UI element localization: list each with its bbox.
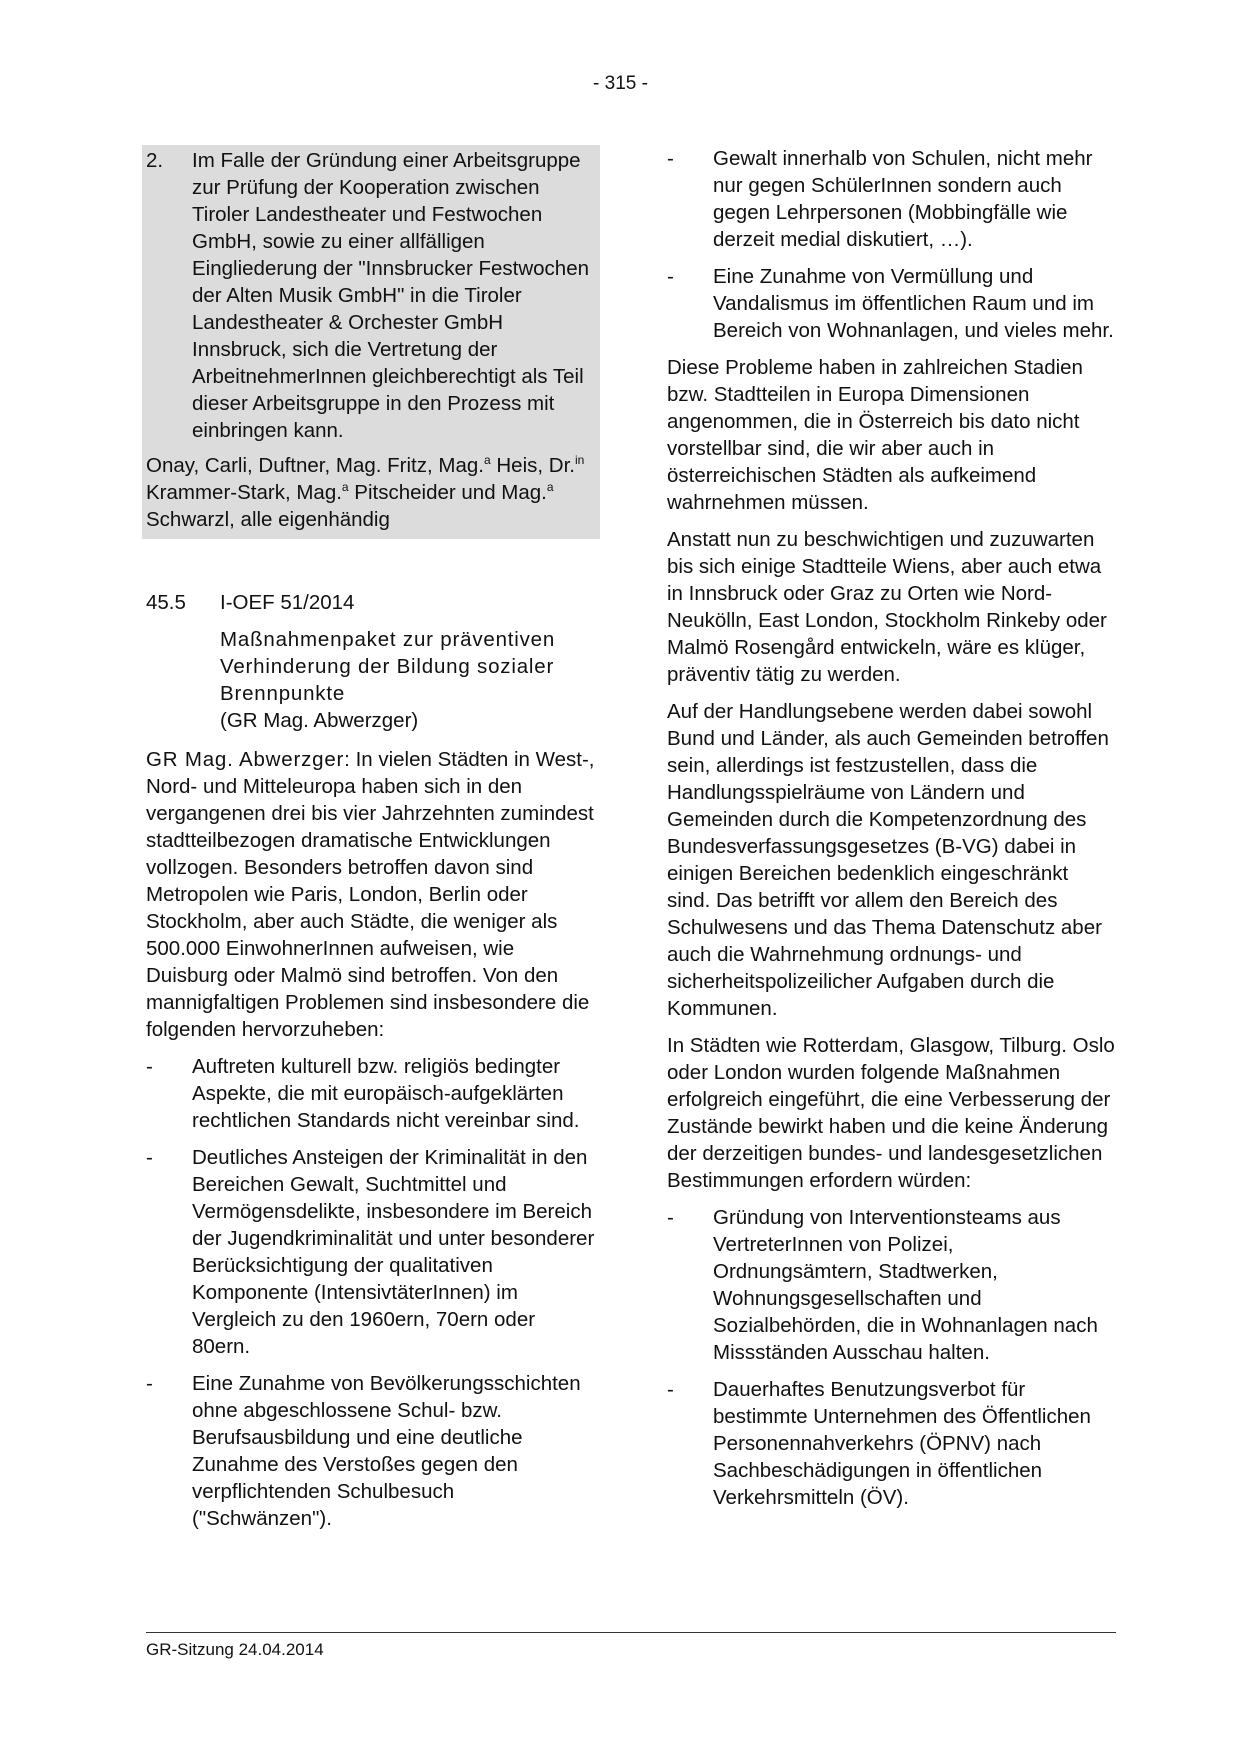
list-item: - Deutliches Ansteigen der Kriminalität in den Bereichen Gewalt, Suchtmittel und Vermögensdelikte, insbesondere im Bereich der Jugendkriminalität und unter besonderer Berücksichtigung der qualitativen Komponente (IntensivtäterInnen) im Vergleich zu den 1960ern, 70ern oder 80ern. [146,1146,595,1358]
numbered-item [146,147,596,444]
agenda-title [220,626,596,734]
speech-paragraph [146,746,596,1043]
highlighted-motion-block [142,145,600,539]
signers-line: Onay, Carli, Duftner, Mag. Fritz, Mag.$^a$ Heis, Dr.$^{in}$ Krammer-Stark, Mag.$^a$ Pitscheider und Mag.$^a$ Schwarzl, alle eigenhändig [146,453,585,531]
speech-text: : In vielen Städten in West-, Nord- und Mitteleuropa haben sich in den vergangenen drei bis vier Jahrzehnten zumindest stadtteilbezogen dramatische Entwicklungen vollzogen. Besonders betroffen davon sind Metropolen wie Paris, London, Berlin oder Stockholm, aber auch Städte, die weniger als 500.000 EinwohnerInnen aufweisen, wie Duisburg oder Malmö sind betroffen. Von den mannigfaltigen Problemen sind insbesondere die folgenden hervorzuheben: [146,748,595,1041]
body-paragraph: In Städten wie Rotterdam, Glasgow, Tilburg. Oslo oder London wurden folgende Maßnahmen erfolgreich eingeführt, die eine Verbesserung der Zustände bewirkt haben und die keine Änderung der derzeitigen bundes- und landesgesetzlichen Bestimmungen erfordern würden: [667,1034,1115,1192]
left-column [146,145,596,1542]
item-text: Im Falle der Gründung einer Arbeitsgruppe zur Prüfung der Kooperation zwischen Tiroler Landestheater und Festwochen GmbH, sowie zu einer allfälligen Eingliederung der "Innsbrucker Festwochen der Alten Musik GmbH" in die Tiroler Landestheater & Orchester GmbH Innsbruck, sich die Vertretung der ArbeitnehmerInnen gleichberechtigt als Teil dieser Arbeitsgruppe in den Prozess mit einbringen kann. [192,149,589,442]
footer-divider [146,1632,1116,1633]
agenda-sponsor: (GR Mag. Abwerzger) [220,709,419,732]
list-item: - Auftreten kulturell bzw. religiös bedingter Aspekte, die mit europäisch-aufgeklärten rechtlichen Standards nicht vereinbar sind. [146,1055,580,1132]
page-number: - 315 - [593,73,648,94]
agenda-code: I-OEF 51/2014 [220,591,355,614]
list-item: - Gründung von Interventionsteams aus VertreterInnen von Polizei, Ordnungsämtern, Stadtwerken, Wohnungsgesellschaften und Sozialbehörden, die in Wohnanlagen nach Missständen Ausschau halten. [667,1206,1098,1364]
body-paragraph: Auf der Handlungsebene werden dabei sowohl Bund und Länder, als auch Gemeinden betroffen sein, allerdings ist festzustellen, dass die Handlungsspielräume von Ländern und Gemeinden durch die Kompetenzordnung des Bundesverfassungsgesetzes (B-VG) dabei in einigen Bereichen bedenklich eingeschränkt sind. Das betrifft vor allem den Bereich des Schulwesens und das Thema Datenschutz aber auch die Wahrnehmung ordnungs- und sicherheitspolizeilicher Aufgaben durch die Kommunen. [667,700,1109,1020]
list-item: - Eine Zunahme von Bevölkerungsschichten ohne abgeschlossene Schul- bzw. Berufsausbildung und eine deutliche Zunahme des Verstoßes gegen den verpflichtenden Schulbesuch ("Schwänzen"). [146,1372,581,1530]
speaker-name: GR Mag. Abwerzger [146,748,345,771]
agenda-heading [146,589,596,616]
agenda-title-text: Maßnahmenpaket zur präventiven Verhinderung der Bildung sozialer Brennpunkte [220,628,556,705]
right-column [667,145,1117,1521]
agenda-number: 45.5 [146,591,186,614]
body-paragraph: Diese Probleme haben in zahlreichen Stadien bzw. Stadtteilen in Europa Dimensionen angenommen, die in Österreich bis dato nicht vorstellbar sind, die wir aber auch in österreichischen Städten als aufkeimend wahrnehmen müssen. [667,356,1083,514]
list-item: - Gewalt innerhalb von Schulen, nicht mehr nur gegen SchülerInnen sondern auch gegen Lehrpersonen (Mobbingfälle wie derzeit medial diskutiert, …). [667,147,1093,251]
body-paragraph: Anstatt nun zu beschwichtigen und zuzuwarten bis sich einige Stadtteile Wiens, aber auch etwa in Innsbruck oder Graz zu Orten wie Nord-Neukölln, East London, Stockholm Rinkeby oder Malmö Rosengård entwickeln, wäre es klüger, präventiv tätig zu werden. [667,528,1107,686]
footer-text: GR-Sitzung 24.04.2014 [146,1640,324,1659]
list-item: - Eine Zunahme von Vermüllung und Vandalismus im öffentlichen Raum und im Bereich von Wohnanlagen, und vieles mehr. [667,265,1114,342]
list-item: - Dauerhaftes Benutzungsverbot für bestimmte Unternehmen des Öffentlichen Personennahverkehrs (ÖPNV) nach Sachbeschädigungen in öffentlichen Verkehrsmitteln (ÖV). [667,1378,1091,1509]
item-number: 2. [146,149,164,172]
